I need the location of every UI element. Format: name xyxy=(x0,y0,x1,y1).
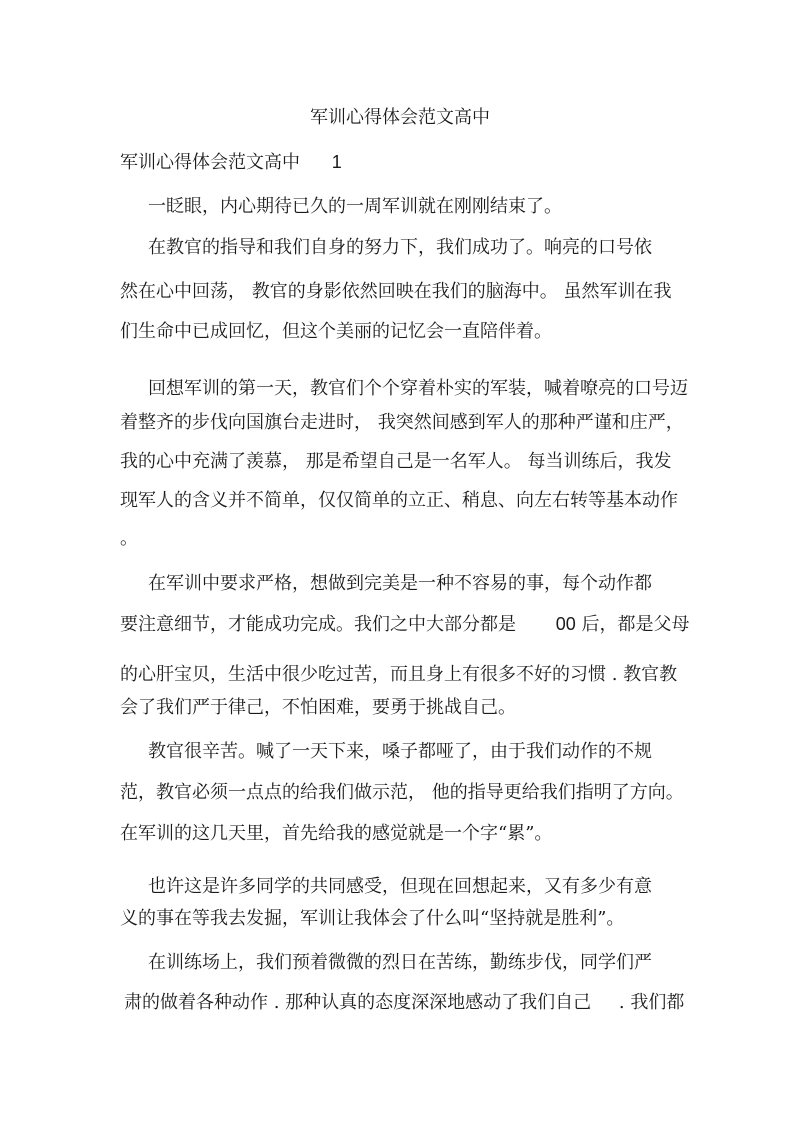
paragraph-line: 在军训中要求严格，想做到完美是一种不容易的事，每个动作都 xyxy=(148,573,652,594)
line-text: 肃的做着各种动作 . 那种认真的态度深深地感动了我们自己 xyxy=(124,992,592,1013)
subtitle-number: 1 xyxy=(331,152,342,172)
paragraph-line xyxy=(124,991,684,1015)
line-number: 00 xyxy=(555,614,576,634)
paragraph-line: 我的心中充满了羡慕， 那是希望自己是一名军人。 每当训练后，我发 xyxy=(120,451,672,472)
paragraph-line: 范，教官必须一点点的给我们做示范， 他的指导更给我们指明了方向。 xyxy=(120,782,684,803)
paragraph-line: 也许这是许多同学的共同感受，但现在回想起来，又有多少有意 xyxy=(148,876,652,897)
paragraph-line: 。 xyxy=(120,528,138,549)
paragraph-line: 在军训的这几天里，首先给我的感觉就是一个字“累”。 xyxy=(120,823,553,844)
paragraph-line: 教官很辛苦。喊了一天下来，嗓子都哑了，由于我们动作的不规 xyxy=(148,741,652,762)
paragraph-line xyxy=(120,612,690,637)
paragraph-line: 一眨眼，内心期待已久的一周军训就在刚刚结束了。 xyxy=(148,196,562,217)
paragraph-line: 现军人的含义并不简单，仅仅简单的立正、稍息、向左右转等基本动作 xyxy=(120,490,678,511)
paragraph-line: 的心肝宝贝，生活中很少吃过苦，而且身上有很多不好的习惯 . 教官教 xyxy=(120,664,678,685)
paragraph-line: 在教官的指导和我们自身的努力下，我们成功了。响亮的口号依 xyxy=(148,237,652,258)
paragraph-line: 会了我们严于律己，不怕困难，要勇于挑战自己。 xyxy=(120,697,516,718)
paragraph-line: 们生命中已成回忆，但这个美丽的记忆会一直陪伴着。 xyxy=(120,321,552,342)
subtitle-line xyxy=(120,150,342,175)
paragraph-line: 在训练场上，我们预着微微的烈日在苦练，勤练步伐，同学们严 xyxy=(148,952,652,973)
line-text: . 我们都 xyxy=(618,992,685,1013)
document-title: 军训心得体会范文高中 xyxy=(310,107,490,128)
line-text: 要注意细节，才能成功完成。我们之中大部分都是 xyxy=(120,614,516,635)
line-text: 后，都是父母 xyxy=(581,614,690,635)
subtitle-text: 军训心得体会范文高中 xyxy=(120,152,300,173)
paragraph-line: 回想军训的第一天，教官们个个穿着朴实的军装，喊着嘹亮的口号迈 xyxy=(148,378,688,399)
paragraph-line: 着整齐的步伐向国旗台走进时， 我突然间感到军人的那种严谨和庄严， xyxy=(120,412,684,433)
paragraph-line: 义的事在等我去发掘，军训让我体会了什么叫“坚持就是胜利”。 xyxy=(120,908,625,929)
paragraph-line: 然在心中回荡， 教官的身影依然回映在我们的脑海中。 虽然军训在我 xyxy=(120,281,672,302)
